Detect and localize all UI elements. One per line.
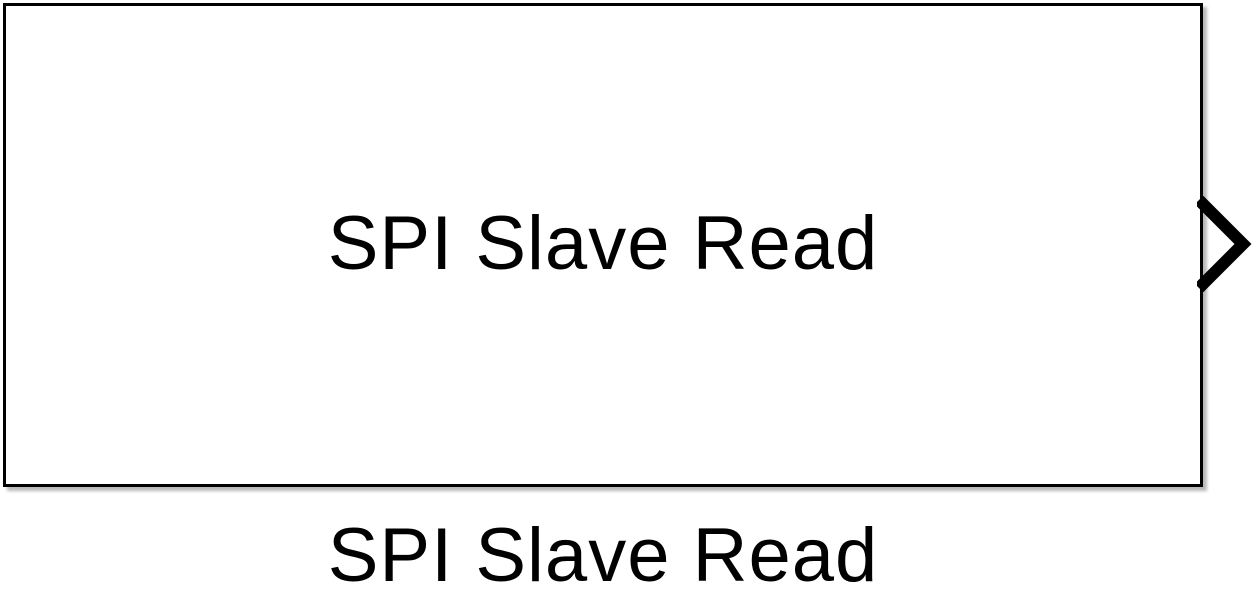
spi-slave-read-block[interactable] bbox=[3, 3, 1203, 487]
block-label: SPI Slave Read bbox=[327, 201, 879, 286]
block-caption[interactable]: SPI Slave Read bbox=[327, 513, 879, 598]
output-port-arrow-icon[interactable] bbox=[1197, 196, 1255, 296]
